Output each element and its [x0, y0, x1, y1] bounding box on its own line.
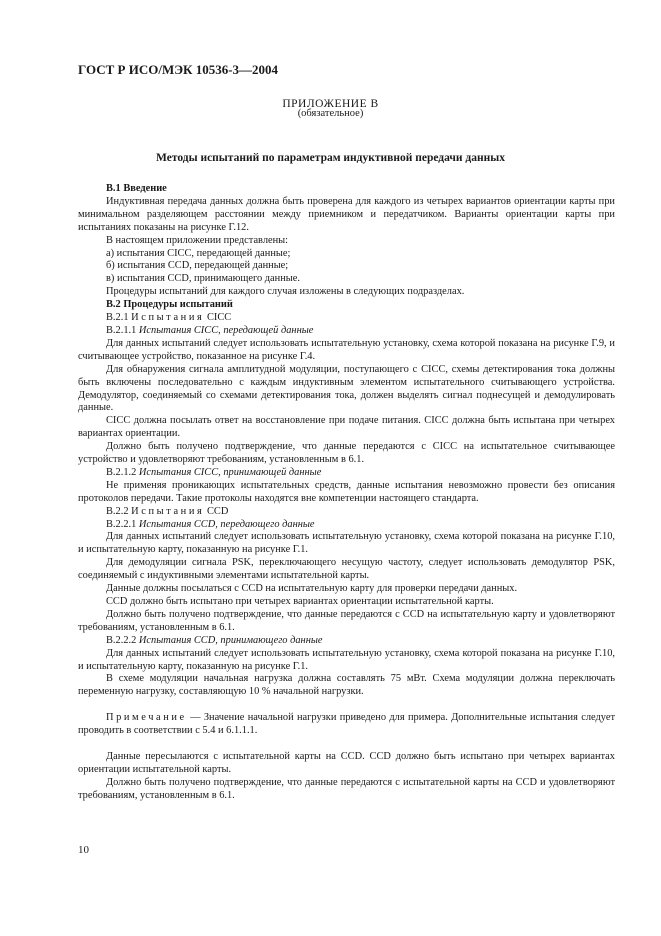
paragraph: Для данных испытаний следует использовать испытательную установку, схема которой показана на рисунке Г.9, и считывающее устройство, показанное на рисунке Г.4. — [78, 337, 615, 362]
appendix-title: ПРИЛОЖЕНИЕ В — [282, 98, 379, 110]
subsection-italic-title: Испытания CICC, принимающей данные — [138, 466, 322, 478]
subsection-italic-title: Испытания CICC, передающей данные — [138, 324, 314, 336]
subsection-heading — [78, 519, 615, 532]
subsection-italic-title: Испытания CCD, принимающего данные — [138, 634, 323, 646]
subsection-heading — [78, 635, 615, 648]
section-heading: В.1 Введение — [106, 183, 167, 194]
subsection-spaced-title: Испытания — [131, 312, 205, 324]
paragraph: Для обнаружения сигнала амплитудной модуляции, поступающего с CICC, схемы детектирования тока должны быть включены последовательно с каждым индуктивным элементом испытательного считывающего устройства. Демодулятор, соединяемый со схемами детектирования тока, должен выделять сигнал поднесущей и демодулировать данные. — [78, 363, 615, 414]
note-text: — Значение начальной нагрузки приведено для примера. Дополнительные испытания следует проводить в соответствии с 5.4 и 6.1.1.1. — [78, 712, 615, 737]
paragraph: Для данных испытаний следует использовать испытательную установку, схема которой показана на рисунке Г.10, и испытательную карту, показанную на рисунке Г.1. — [78, 531, 615, 556]
note-label: Примечание — [106, 712, 187, 724]
document-body — [78, 183, 615, 803]
paragraph: В схеме модуляции начальная нагрузка должна составлять 75 мВт. Схема модуляции должна переключать переменную нагрузку, составляющую 10 % начальной нагрузки. — [78, 673, 615, 698]
subsection-title: CCD — [204, 505, 229, 517]
subsection-number: В.2.2.1 — [106, 518, 139, 530]
appendix-subtitle: (обязательное) — [297, 108, 364, 119]
paragraph: Должно быть получено подтверждение, что данные передаются с испытательной карты на CCD и удовлетворяют требованиям, установленным в 6.1. — [78, 776, 615, 801]
paragraph: Данные должны посылаться с CCD на испытательную карту для проверки передачи данных. — [106, 583, 518, 595]
subsection-number: В.2.1.2 — [106, 466, 139, 478]
paragraph: Для демодуляции сигнала PSK, переключающего несущую частоту, следует использовать демодулятор PSK, соединяемый с индуктивными элементами испытательной карты. — [78, 557, 615, 582]
list-item: а) испытания CICC, передающей данные; — [106, 247, 291, 259]
paragraph: Индуктивная передача данных должна быть проверена для каждого из четырех вариантов ориентации карты при минимальном разделяющем расстоянии между приемником и передатчиком. Варианты ориентации карты при испытаниях показаны на рисунке Г.12. — [78, 195, 615, 233]
page-header: ГОСТ Р ИСО/МЭК 10536-3—2004 — [78, 62, 279, 77]
subsection-number: В.2.1 — [106, 312, 132, 324]
paragraph: Для данных испытаний следует использовать испытательную установку, схема которой показана на рисунке Г.10, и испытательную карту, показанную на рисунке Г.1. — [78, 647, 615, 672]
main-title: Методы испытаний по параметрам индуктивной передачи данных — [156, 152, 505, 164]
paragraph: Данные пересылаются с испытательной карты на CCD. CCD должно быть испытано при четырех вариантах ориентации испытательной карты. — [78, 751, 615, 775]
subsection-number: В.2.2 — [106, 505, 132, 517]
subsection-title: CICC — [204, 312, 232, 324]
paragraph: CICC должна посылать ответ на восстановление при подаче питания. CICC должна быть испытана при четырех вариантах ориентации. — [78, 415, 615, 440]
paragraph: Процедуры испытаний для каждого случая изложены в следующих подразделах. — [106, 286, 465, 298]
paragraph: В настоящем приложении представлены: — [106, 234, 289, 246]
note — [78, 712, 615, 738]
subsection-heading — [78, 506, 615, 519]
paragraph: CCD должно быть испытано при четырех вариантах ориентации испытательной карты. — [106, 596, 494, 607]
subsection-heading — [78, 325, 615, 338]
paragraph: Должно быть получено подтверждение, что данные передаются с CCD на испытательную карту и удовлетворяют требованиям, установленным в 6.1. — [78, 608, 615, 633]
subsection-heading — [78, 312, 615, 325]
subsection-number: В.2.2.2 — [106, 634, 139, 646]
paragraph: Должно быть получено подтверждение, что данные передаются с CICC на испытательное считывающее устройство и удовлетворяют требованиям, установленным в 6.1. — [78, 441, 615, 466]
subsection-heading — [78, 467, 615, 480]
paragraph: Не применяя проникающих испытательных средств, данные испытания невозможно провести без описания протоколов передачи. Такие протоколы находятся вне компетенции настоящего стандарта. — [78, 479, 615, 504]
subsection-italic-title: Испытания CCD, передающего данные — [138, 518, 315, 530]
list-item: в) испытания CCD, принимающего данные. — [106, 273, 300, 285]
subsection-number: В.2.1.1 — [106, 324, 139, 336]
section-heading: В.2 Процедуры испытаний — [106, 299, 233, 311]
list-item: б) испытания CCD, передающей данные; — [106, 260, 289, 272]
subsection-spaced-title: Испытания — [131, 505, 205, 517]
page-number: 10 — [78, 844, 89, 856]
